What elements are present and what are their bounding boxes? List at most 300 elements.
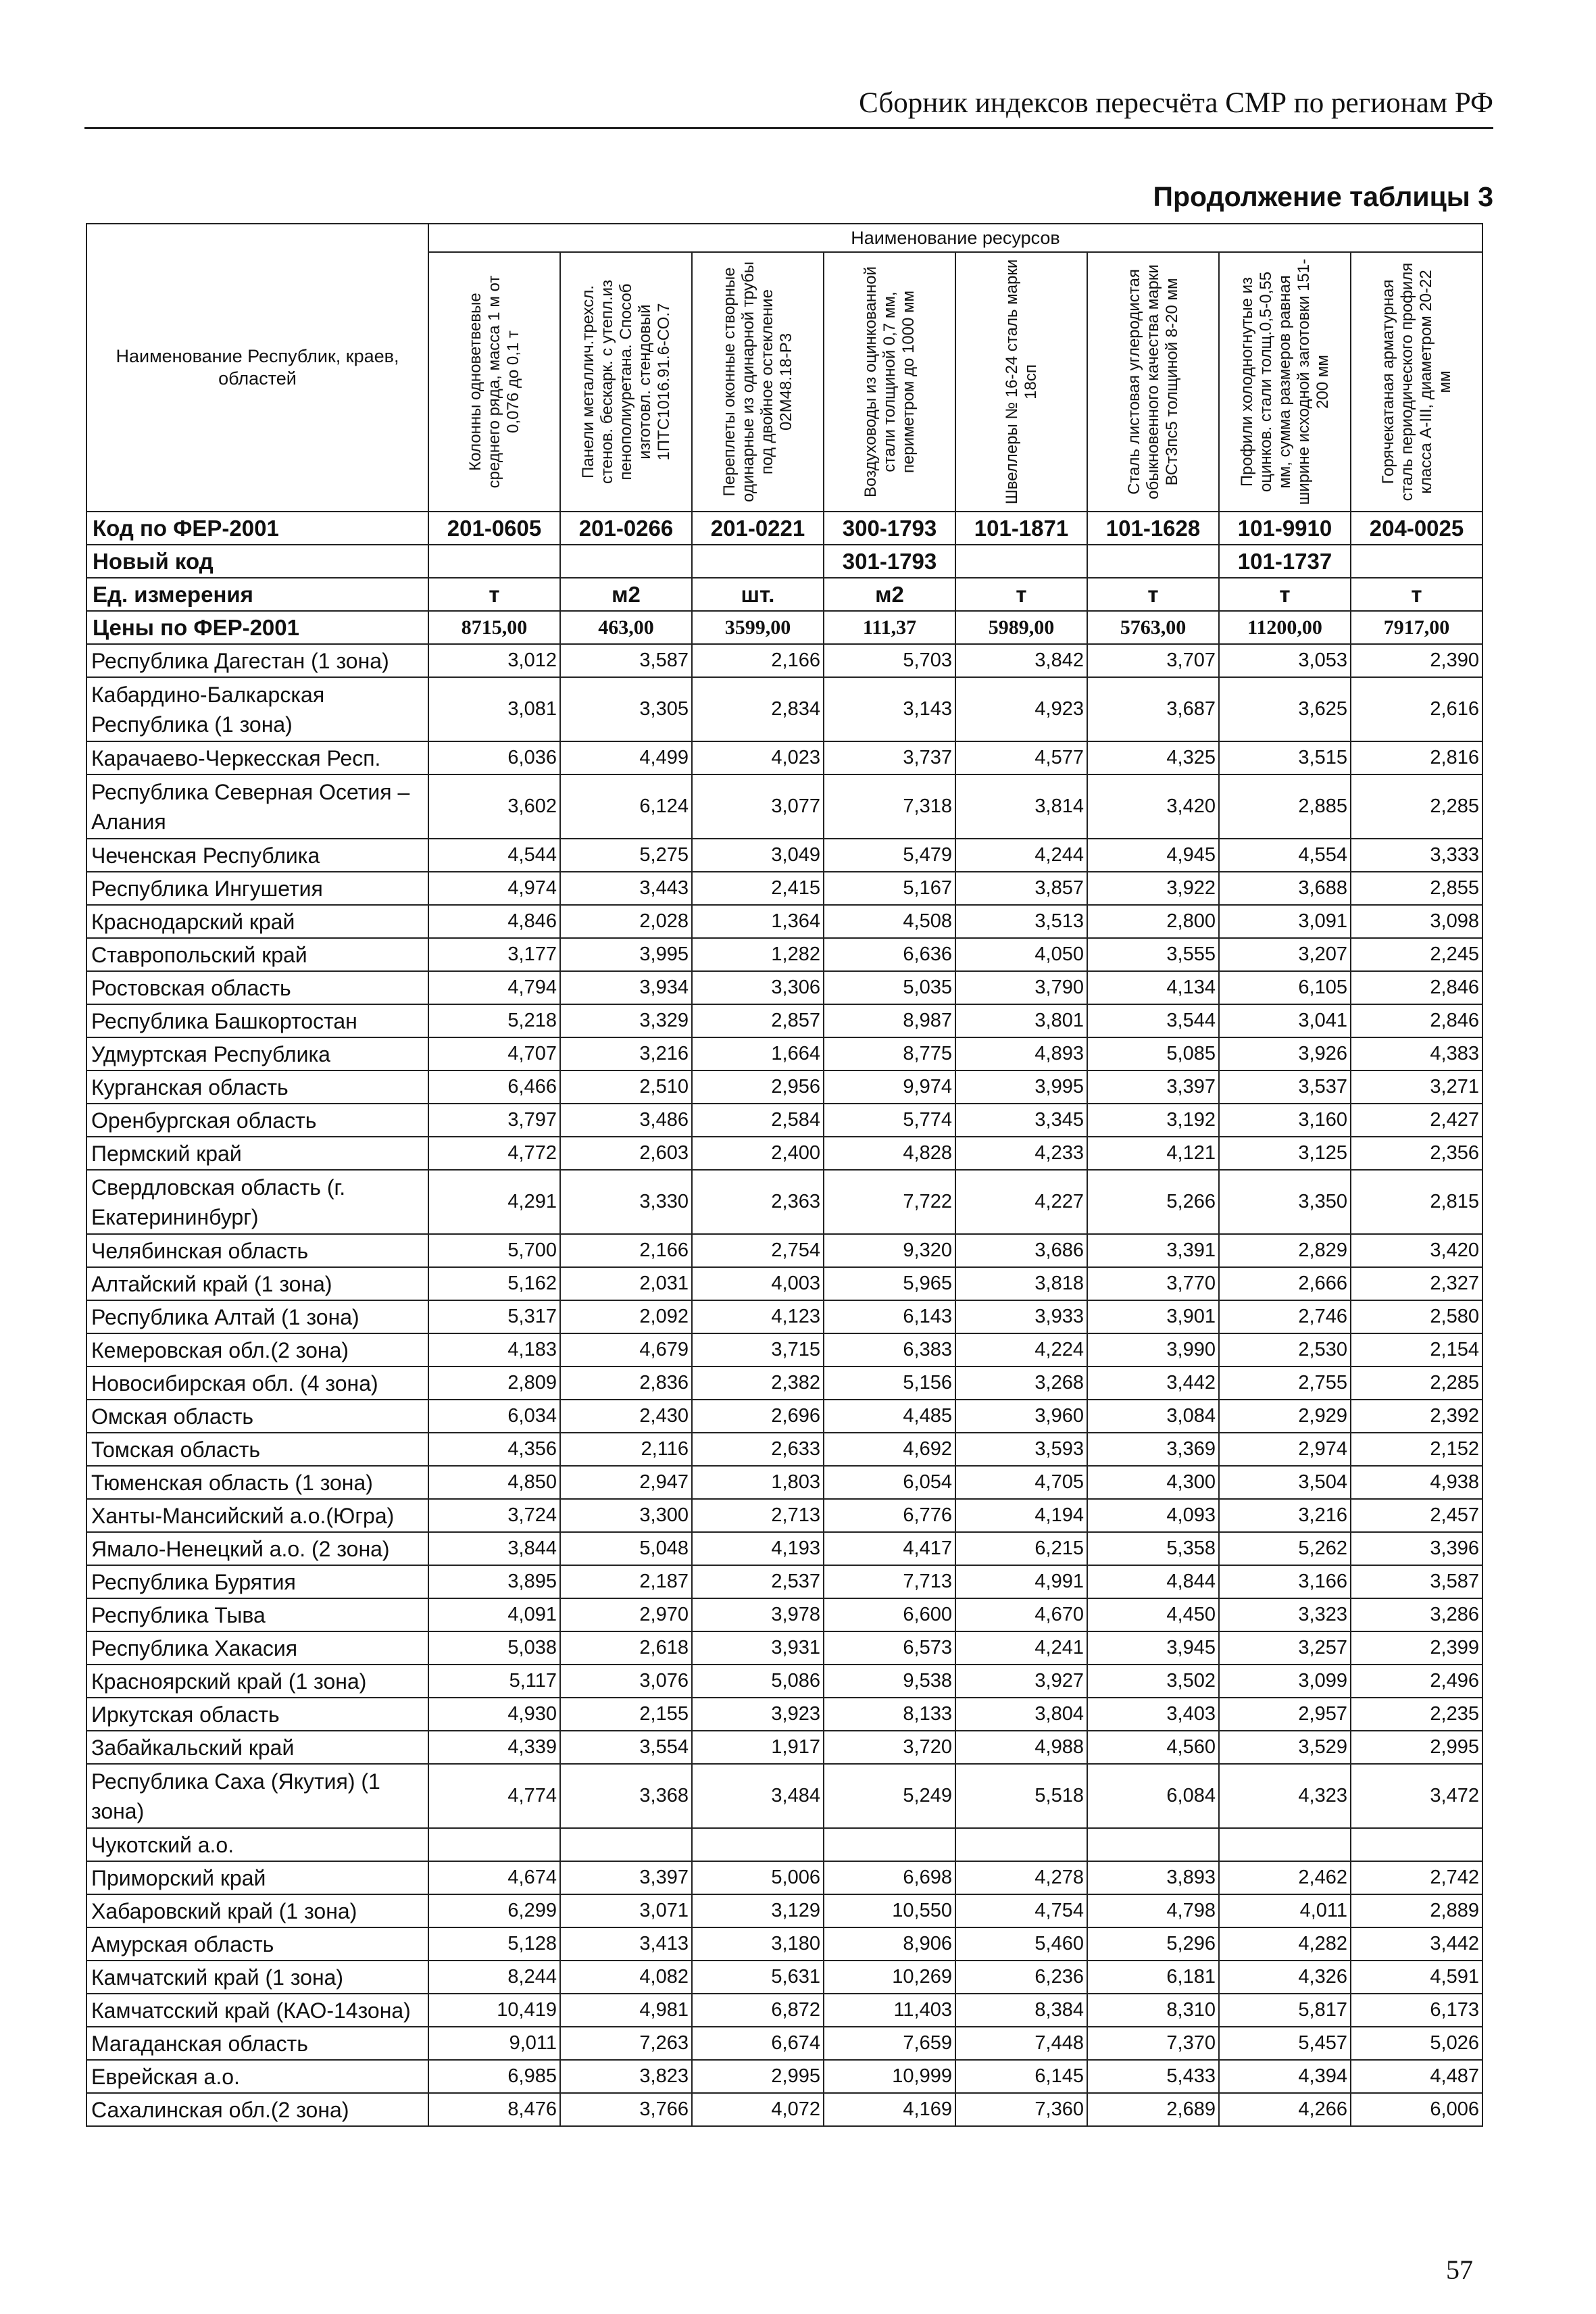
index-value: 5,117 — [428, 1665, 560, 1698]
index-value: 4,923 — [955, 677, 1087, 741]
index-value: 6,173 — [1351, 1994, 1482, 2027]
index-value: 3,397 — [1087, 1070, 1219, 1104]
index-value: 4,266 — [1219, 2093, 1351, 2126]
index-value: 3,368 — [560, 1764, 692, 1828]
index-value: 3,960 — [955, 1400, 1087, 1433]
index-value: 3,084 — [1087, 1400, 1219, 1433]
new-code-cell — [692, 545, 824, 578]
index-value: 2,746 — [1219, 1300, 1351, 1333]
index-value: 2,995 — [692, 2060, 824, 2093]
index-value: 3,077 — [692, 774, 824, 839]
index-value: 2,995 — [1351, 1731, 1482, 1764]
price-cell: 5763,00 — [1087, 611, 1219, 644]
index-value: 3,995 — [560, 938, 692, 971]
index-value: 5,296 — [1087, 1927, 1219, 1961]
region-name: Республика Бурятия — [86, 1565, 428, 1598]
index-value: 2,031 — [560, 1267, 692, 1300]
index-value: 4,679 — [560, 1333, 692, 1367]
index-value: 6,573 — [824, 1631, 955, 1665]
index-value: 5,262 — [1219, 1532, 1351, 1565]
index-value: 3,323 — [1219, 1598, 1351, 1631]
index-value: 3,049 — [692, 839, 824, 872]
index-value: 10,999 — [824, 2060, 955, 2093]
index-value: 4,945 — [1087, 839, 1219, 872]
resource-column-header: Горячекатаная арматурная сталь периодического профиля класса А-III, диаметром 20-22 мм — [1351, 252, 1482, 512]
index-value: 2,187 — [560, 1565, 692, 1598]
index-value: 3,129 — [692, 1894, 824, 1927]
index-value: 3,333 — [1351, 839, 1482, 872]
index-value: 2,392 — [1351, 1400, 1482, 1433]
region-row — [86, 1994, 1482, 2027]
new-code-cell — [560, 545, 692, 578]
index-value: 3,945 — [1087, 1631, 1219, 1665]
index-value: 3,268 — [955, 1367, 1087, 1400]
index-value: 3,934 — [560, 971, 692, 1004]
index-value: 3,076 — [560, 1665, 692, 1698]
index-value: 2,116 — [560, 1433, 692, 1466]
fer-code-cell: 300-1793 — [824, 512, 955, 545]
index-value: 5,156 — [824, 1367, 955, 1400]
index-value: 6,034 — [428, 1400, 560, 1433]
region-row — [86, 1927, 1482, 1961]
index-value: 2,974 — [1219, 1433, 1351, 1466]
index-value: 5,048 — [560, 1532, 692, 1565]
index-value: 2,390 — [1351, 644, 1482, 677]
index-value: 2,152 — [1351, 1433, 1482, 1466]
header-divider — [84, 127, 1493, 129]
region-name: Ямало-Ненецкий а.о. (2 зона) — [86, 1532, 428, 1565]
region-name: Челябинская область — [86, 1234, 428, 1267]
index-value: 6,124 — [560, 774, 692, 839]
region-name: Ростовская область — [86, 971, 428, 1004]
index-value: 5,026 — [1351, 2027, 1482, 2060]
index-value: 3,823 — [560, 2060, 692, 2093]
unit-cell: т — [1351, 578, 1482, 611]
index-value: 3,420 — [1351, 1234, 1482, 1267]
index-value: 2,327 — [1351, 1267, 1482, 1300]
collection-title: Сборник индексов пересчёта СМР по регионам РФ — [859, 87, 1493, 119]
index-value: 2,285 — [1351, 1367, 1482, 1400]
region-row — [86, 1367, 1482, 1400]
index-value: 2,155 — [560, 1698, 692, 1731]
region-row — [86, 774, 1482, 839]
index-value: 3,893 — [1087, 1861, 1219, 1894]
index-value: 6,383 — [824, 1333, 955, 1367]
index-value: 6,236 — [955, 1961, 1087, 1994]
index-value: 2,382 — [692, 1367, 824, 1400]
index-value: 2,957 — [1219, 1698, 1351, 1731]
index-value: 5,703 — [824, 644, 955, 677]
index-value: 3,995 — [955, 1070, 1087, 1104]
index-value: 5,433 — [1087, 2060, 1219, 2093]
index-value: 4,325 — [1087, 741, 1219, 774]
region-row — [86, 1004, 1482, 1037]
index-value: 2,154 — [1351, 1333, 1482, 1367]
region-row — [86, 971, 1482, 1004]
index-value: 4,183 — [428, 1333, 560, 1367]
price-cell: 5989,00 — [955, 611, 1087, 644]
index-value: 3,160 — [1219, 1104, 1351, 1137]
index-value: 4,291 — [428, 1170, 560, 1234]
index-value: 3,143 — [824, 677, 955, 741]
index-value: 8,384 — [955, 1994, 1087, 2027]
region-name: Алтайский край (1 зона) — [86, 1267, 428, 1300]
index-value: 2,885 — [1219, 774, 1351, 839]
index-value: 3,814 — [955, 774, 1087, 839]
price-label: Цены по ФЕР-2001 — [86, 611, 428, 644]
unit-cell: т — [1219, 578, 1351, 611]
index-value: 4,072 — [692, 2093, 824, 2126]
index-value: 3,391 — [1087, 1234, 1219, 1267]
region-row — [86, 905, 1482, 938]
region-name: Краснодарский край — [86, 905, 428, 938]
region-row — [86, 1894, 1482, 1927]
index-value: 10,419 — [428, 1994, 560, 2027]
index-value: 5,218 — [428, 1004, 560, 1037]
index-value: 3,192 — [1087, 1104, 1219, 1137]
index-value: 3,544 — [1087, 1004, 1219, 1037]
index-value: 4,091 — [428, 1598, 560, 1631]
index-value: 3,502 — [1087, 1665, 1219, 1698]
index-value: 7,448 — [955, 2027, 1087, 2060]
region-row — [86, 2027, 1482, 2060]
index-value: 2,855 — [1351, 872, 1482, 905]
index-value: 3,330 — [560, 1170, 692, 1234]
region-name: Кемеровская обл.(2 зона) — [86, 1333, 428, 1367]
index-value: 7,713 — [824, 1565, 955, 1598]
fer-code-cell: 101-9910 — [1219, 512, 1351, 545]
index-value: 3,300 — [560, 1499, 692, 1532]
region-name: Забайкальский край — [86, 1731, 428, 1764]
index-value: 2,857 — [692, 1004, 824, 1037]
index-value: 3,818 — [955, 1267, 1087, 1300]
fer-code-row — [86, 512, 1482, 545]
index-value: 3,216 — [1219, 1499, 1351, 1532]
unit-cell: шт. — [692, 578, 824, 611]
region-name: Курганская область — [86, 1070, 428, 1104]
region-row — [86, 1665, 1482, 1698]
index-value: 4,774 — [428, 1764, 560, 1828]
region-row — [86, 2093, 1482, 2126]
region-name: Красноярский край (1 зона) — [86, 1665, 428, 1698]
index-value: 4,450 — [1087, 1598, 1219, 1631]
index-value: 3,098 — [1351, 905, 1482, 938]
index-value: 6,105 — [1219, 971, 1351, 1004]
index-value: 4,487 — [1351, 2060, 1482, 2093]
index-value: 3,350 — [1219, 1170, 1351, 1234]
new-code-cell: 101-1737 — [1219, 545, 1351, 578]
index-value: 5,479 — [824, 839, 955, 872]
index-value: 1,364 — [692, 905, 824, 938]
index-value: 3,041 — [1219, 1004, 1351, 1037]
index-value: 2,235 — [1351, 1698, 1482, 1731]
index-value: 2,889 — [1351, 1894, 1482, 1927]
new-code-cell — [955, 545, 1087, 578]
index-value: 2,846 — [1351, 971, 1482, 1004]
region-name: Ставропольский край — [86, 938, 428, 971]
table-continuation-caption: Продолжение таблицы 3 — [1153, 181, 1493, 212]
index-value: 5,700 — [428, 1234, 560, 1267]
index-value: 3,895 — [428, 1565, 560, 1598]
unit-cell: м2 — [824, 578, 955, 611]
index-value: 4,707 — [428, 1037, 560, 1070]
price-index-table — [86, 223, 1483, 2127]
index-value: 8,133 — [824, 1698, 955, 1731]
index-value: 4,893 — [955, 1037, 1087, 1070]
region-name: Республика Алтай (1 зона) — [86, 1300, 428, 1333]
index-value: 3,587 — [1351, 1565, 1482, 1598]
region-name: Сахалинская обл.(2 зона) — [86, 2093, 428, 2126]
index-value: 6,054 — [824, 1466, 955, 1499]
index-value: 2,815 — [1351, 1170, 1482, 1234]
index-value: 6,036 — [428, 741, 560, 774]
index-value: 4,339 — [428, 1731, 560, 1764]
index-value: 2,166 — [692, 644, 824, 677]
index-value: 3,857 — [955, 872, 1087, 905]
index-value: 3,922 — [1087, 872, 1219, 905]
region-name: Кабардино-Балкарская Республика (1 зона) — [86, 677, 428, 741]
region-name: Республика Северная Осетия – Алания — [86, 774, 428, 839]
index-value — [428, 1828, 560, 1861]
index-value: 2,510 — [560, 1070, 692, 1104]
index-value — [955, 1828, 1087, 1861]
region-row — [86, 644, 1482, 677]
index-value: 2,603 — [560, 1137, 692, 1170]
price-cell: 7917,00 — [1351, 611, 1482, 644]
index-value: 4,093 — [1087, 1499, 1219, 1532]
index-value: 6,145 — [955, 2060, 1087, 2093]
index-value: 5,006 — [692, 1861, 824, 1894]
region-row — [86, 1499, 1482, 1532]
table-header-row — [86, 224, 1482, 252]
index-value: 3,180 — [692, 1927, 824, 1961]
index-value — [824, 1828, 955, 1861]
region-row — [86, 1137, 1482, 1170]
index-value: 9,538 — [824, 1665, 955, 1698]
fer-code-cell: 101-1628 — [1087, 512, 1219, 545]
index-value: 7,659 — [824, 2027, 955, 2060]
region-name: Камчатсский край (КАО-14зона) — [86, 1994, 428, 2027]
index-value: 4,674 — [428, 1861, 560, 1894]
index-value: 3,443 — [560, 872, 692, 905]
index-value: 6,776 — [824, 1499, 955, 1532]
index-value: 10,550 — [824, 1894, 955, 1927]
index-value: 8,775 — [824, 1037, 955, 1070]
index-value: 3,207 — [1219, 938, 1351, 971]
new-code-cell — [428, 545, 560, 578]
index-value: 6,985 — [428, 2060, 560, 2093]
index-value: 5,518 — [955, 1764, 1087, 1828]
resource-column-header: Сталь листовая углеродистая обыкновенного качества марки ВСт3пс5 толщиной 8-20 мм — [1087, 252, 1219, 512]
index-value: 8,476 — [428, 2093, 560, 2126]
price-cell: 463,00 — [560, 611, 692, 644]
unit-cell: т — [1087, 578, 1219, 611]
index-value: 4,011 — [1219, 1894, 1351, 1927]
index-value: 6,466 — [428, 1070, 560, 1104]
index-value: 2,400 — [692, 1137, 824, 1170]
region-name: Хабаровский край (1 зона) — [86, 1894, 428, 1927]
index-value: 5,774 — [824, 1104, 955, 1137]
index-value: 3,071 — [560, 1894, 692, 1927]
index-value: 2,399 — [1351, 1631, 1482, 1665]
region-name: Республика Башкортостан — [86, 1004, 428, 1037]
index-value: 2,947 — [560, 1466, 692, 1499]
index-value: 3,306 — [692, 971, 824, 1004]
index-value: 4,082 — [560, 1961, 692, 1994]
index-value: 3,555 — [1087, 938, 1219, 971]
index-value — [1087, 1828, 1219, 1861]
index-value — [692, 1828, 824, 1861]
new-code-row — [86, 545, 1482, 578]
index-value: 4,844 — [1087, 1565, 1219, 1598]
index-value: 2,496 — [1351, 1665, 1482, 1698]
region-name: Удмуртская Республика — [86, 1037, 428, 1070]
index-value: 4,134 — [1087, 971, 1219, 1004]
index-value: 4,981 — [560, 1994, 692, 2027]
region-name: Новосибирская обл. (4 зона) — [86, 1367, 428, 1400]
region-name: Оренбургская область — [86, 1104, 428, 1137]
index-value: 3,804 — [955, 1698, 1087, 1731]
index-value: 2,166 — [560, 1234, 692, 1267]
index-value: 4,485 — [824, 1400, 955, 1433]
index-value: 8,244 — [428, 1961, 560, 1994]
index-value: 6,299 — [428, 1894, 560, 1927]
region-name: Омская область — [86, 1400, 428, 1433]
index-value: 3,286 — [1351, 1598, 1482, 1631]
index-value: 3,515 — [1219, 741, 1351, 774]
index-value: 4,754 — [955, 1894, 1087, 1927]
index-value: 2,956 — [692, 1070, 824, 1104]
index-value: 4,544 — [428, 839, 560, 872]
region-row — [86, 1234, 1482, 1267]
index-value: 3,770 — [1087, 1267, 1219, 1300]
price-cell: 11200,00 — [1219, 611, 1351, 644]
index-value: 4,326 — [1219, 1961, 1351, 1994]
index-value: 5,317 — [428, 1300, 560, 1333]
index-value: 5,167 — [824, 872, 955, 905]
region-row — [86, 1598, 1482, 1631]
index-value: 2,616 — [1351, 677, 1482, 741]
index-value: 4,323 — [1219, 1764, 1351, 1828]
index-value: 5,460 — [955, 1927, 1087, 1961]
region-name: Республика Тыва — [86, 1598, 428, 1631]
resource-column-header: Панели металлич.трехсл. стенов. бескарк. с утепл.из пенополиуретана. Способ изготовл. стендовый 1ПТС1016.91.6-СО.7 — [560, 252, 692, 512]
index-value: 3,413 — [560, 1927, 692, 1961]
index-value: 2,584 — [692, 1104, 824, 1137]
index-value: 3,504 — [1219, 1466, 1351, 1499]
region-row — [86, 872, 1482, 905]
index-value: 3,554 — [560, 1731, 692, 1764]
region-row — [86, 2060, 1482, 2093]
index-value: 4,577 — [955, 741, 1087, 774]
index-value: 3,801 — [955, 1004, 1087, 1037]
index-value: 1,917 — [692, 1731, 824, 1764]
index-value: 4,383 — [1351, 1037, 1482, 1070]
index-value: 3,587 — [560, 644, 692, 677]
index-value: 2,415 — [692, 872, 824, 905]
region-row — [86, 1466, 1482, 1499]
index-value: 3,345 — [955, 1104, 1087, 1137]
index-value: 2,462 — [1219, 1861, 1351, 1894]
index-value: 2,633 — [692, 1433, 824, 1466]
unit-row — [86, 578, 1482, 611]
index-value: 4,282 — [1219, 1927, 1351, 1961]
index-value: 4,121 — [1087, 1137, 1219, 1170]
index-value: 2,929 — [1219, 1400, 1351, 1433]
region-row — [86, 1333, 1482, 1367]
index-value: 2,028 — [560, 905, 692, 938]
price-row — [86, 611, 1482, 644]
new-code-cell — [1351, 545, 1482, 578]
index-value: 3,844 — [428, 1532, 560, 1565]
index-value: 6,181 — [1087, 1961, 1219, 1994]
index-value: 3,625 — [1219, 677, 1351, 741]
index-value: 5,249 — [824, 1764, 955, 1828]
unit-label: Ед. измерения — [86, 578, 428, 611]
index-value: 4,194 — [955, 1499, 1087, 1532]
index-value: 8,906 — [824, 1927, 955, 1961]
region-name: Чукотский а.о. — [86, 1828, 428, 1861]
index-value: 9,011 — [428, 2027, 560, 2060]
index-value: 5,817 — [1219, 1994, 1351, 2027]
index-value: 3,688 — [1219, 872, 1351, 905]
index-value: 2,696 — [692, 1400, 824, 1433]
index-value: 3,513 — [955, 905, 1087, 938]
index-value: 6,215 — [955, 1532, 1087, 1565]
index-value: 4,300 — [1087, 1466, 1219, 1499]
index-value: 3,933 — [955, 1300, 1087, 1333]
region-row — [86, 1037, 1482, 1070]
index-value: 3,012 — [428, 644, 560, 677]
index-value: 7,370 — [1087, 2027, 1219, 2060]
index-value: 4,591 — [1351, 1961, 1482, 1994]
index-value: 6,143 — [824, 1300, 955, 1333]
index-value: 2,970 — [560, 1598, 692, 1631]
index-value: 11,403 — [824, 1994, 955, 2027]
region-name: Республика Хакасия — [86, 1631, 428, 1665]
index-value — [1219, 1828, 1351, 1861]
index-value: 2,829 — [1219, 1234, 1351, 1267]
index-value: 3,797 — [428, 1104, 560, 1137]
index-value: 3,403 — [1087, 1698, 1219, 1731]
index-value: 5,965 — [824, 1267, 955, 1300]
index-value: 9,320 — [824, 1234, 955, 1267]
region-name: Карачаево-Черкесская Респ. — [86, 741, 428, 774]
index-value: 5,162 — [428, 1267, 560, 1300]
index-value — [560, 1828, 692, 1861]
index-value: 2,245 — [1351, 938, 1482, 971]
index-value: 3,053 — [1219, 644, 1351, 677]
resource-column-header: Швеллеры № 16-24 сталь марки 18сп — [955, 252, 1087, 512]
fer-code-cell: 101-1871 — [955, 512, 1087, 545]
index-value: 5,035 — [824, 971, 955, 1004]
index-value: 4,224 — [955, 1333, 1087, 1367]
index-value: 4,417 — [824, 1532, 955, 1565]
index-value: 3,926 — [1219, 1037, 1351, 1070]
index-value: 3,369 — [1087, 1433, 1219, 1466]
index-value: 4,394 — [1219, 2060, 1351, 2093]
index-value: 3,978 — [692, 1598, 824, 1631]
fer-code-cell: 201-0605 — [428, 512, 560, 545]
resource-column-header: Переплеты оконные створные одинарные из одинарной трубы под двойное остекление 02М48.18-Р3 — [692, 252, 824, 512]
index-value: 3,166 — [1219, 1565, 1351, 1598]
region-row — [86, 1267, 1482, 1300]
region-row — [86, 1400, 1482, 1433]
index-value: 3,766 — [560, 2093, 692, 2126]
index-value: 3,271 — [1351, 1070, 1482, 1104]
index-value: 3,927 — [955, 1665, 1087, 1698]
new-code-cell: 301-1793 — [824, 545, 955, 578]
